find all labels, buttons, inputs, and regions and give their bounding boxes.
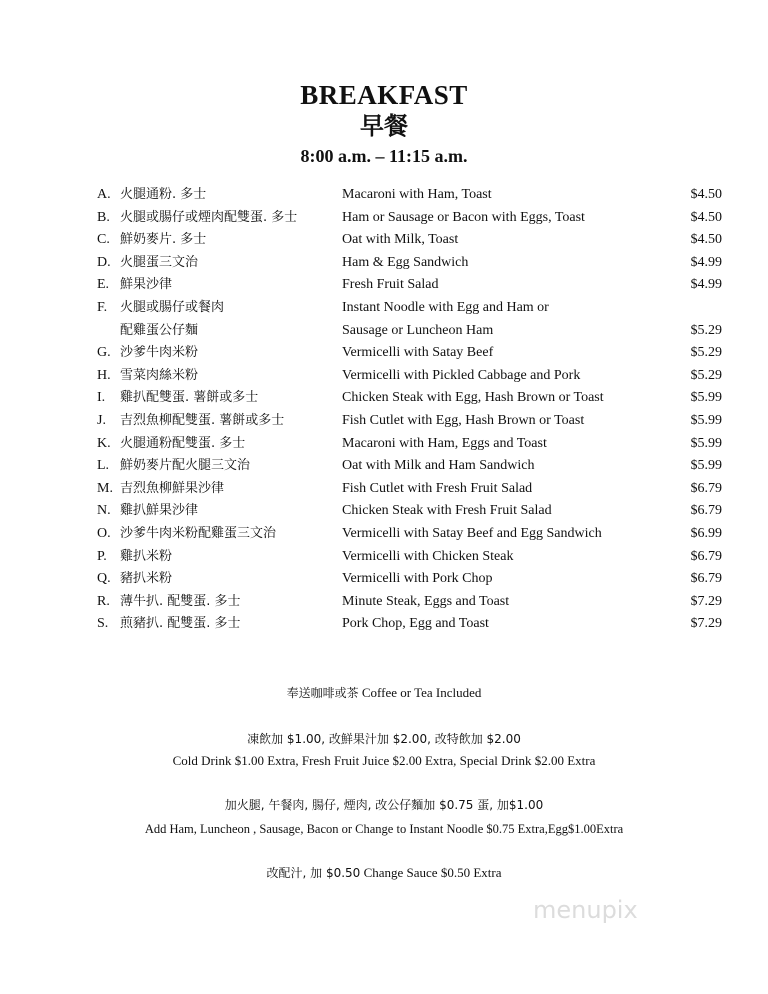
menu-item-price: $5.99 [690, 390, 722, 406]
menu-item-letter: P. [97, 548, 107, 564]
sauce-note-chinese: 改配汁, 加 $0.50 [266, 866, 361, 880]
menu-item-row [0, 591, 768, 614]
menu-item-chinese-name: 雞扒米粉 [120, 548, 173, 564]
menu-item-row [0, 500, 768, 523]
menu-item-english-name: Vermicelli with Pork Chop [342, 571, 493, 587]
menu-item-chinese-name: 火腿或腸仔或煙肉配雙蛋. 多士 [120, 209, 298, 225]
menu-item-row [0, 252, 768, 275]
menu-item-chinese-name: 沙爹牛肉米粉 [120, 345, 199, 361]
menu-item-chinese-name: 火腿或腸仔或餐肉 [120, 299, 225, 315]
menu-item-english-name: Macaroni with Ham, Toast [342, 187, 492, 202]
menu-item-price: $5.99 [690, 412, 722, 428]
menu-item-row [0, 365, 768, 388]
menu-item-letter: J. [97, 412, 106, 428]
menu-item-english-name: Sausage or Luncheon Ham [342, 322, 494, 338]
menu-item-english-name: Oat with Milk and Ham Sandwich [342, 458, 535, 474]
menu-item-english-name: Ham or Sausage or Bacon with Eggs, Toast [342, 209, 585, 225]
menu-item-english-name: Vermicelli with Satay Beef [342, 345, 494, 361]
menu-item-letter: O. [97, 525, 111, 541]
menu-item-chinese-name: 鮮果沙律 [120, 277, 173, 293]
coffee-note [0, 684, 768, 702]
addon-note-chinese [0, 796, 768, 814]
menu-item-letter: N. [97, 503, 111, 519]
menu-item-row [0, 229, 768, 252]
menu-item-price: $5.29 [690, 345, 722, 361]
menu-item-row [0, 455, 768, 478]
menu-item-letter: F. [97, 299, 108, 315]
menu-item-chinese-name: 吉烈魚柳配雙蛋. 薯餅或多士 [120, 412, 285, 428]
menu-item-price: $4.50 [690, 209, 722, 225]
menu-item-letter: C. [97, 232, 110, 248]
menu-item-row [0, 568, 768, 591]
menu-item-chinese-name: 配雞蛋公仔麵 [120, 322, 199, 338]
drink-note-chinese-text: 凍飲加 $1.00, 改鮮果汁加 $2.00, 改特飲加 $2.00 [247, 732, 521, 746]
drink-note-english-text: Cold Drink $1.00 Extra, Fresh Fruit Juice $2.00 Extra, Special Drink $2.00 Extra [172, 753, 596, 768]
menu-item-english-name: Vermicelli with Pickled Cabbage and Pork [342, 367, 581, 383]
menu-item-price: $7.29 [690, 616, 722, 632]
menu-title: BREAKFAST [300, 80, 468, 110]
menu-item-letter: K. [97, 435, 111, 451]
menu-item-price: $6.79 [690, 503, 722, 519]
menu-item-price: $5.29 [690, 322, 722, 338]
menu-item-letter: G. [97, 345, 111, 361]
menu-item-chinese-name: 火腿通粉. 多士 [120, 187, 207, 202]
menu-item-letter: B. [97, 209, 110, 225]
menu-item-chinese-name: 火腿通粉配雙蛋. 多士 [120, 435, 246, 451]
menu-item-english-name: Macaroni with Ham, Eggs and Toast [342, 435, 547, 451]
menu-item-letter: M. [97, 480, 113, 496]
menu-item-letter: A. [97, 187, 111, 202]
menu-item-price: $5.99 [690, 458, 722, 474]
menu-item-chinese-name: 煎豬扒. 配雙蛋. 多士 [120, 616, 241, 632]
sauce-note-english: Change Sauce $0.50 Extra [363, 865, 502, 880]
drink-note-english [0, 752, 768, 770]
menu-item-price: $6.79 [690, 571, 722, 587]
menu-item-letter: R. [97, 593, 110, 609]
menu-item-letter: D. [97, 254, 111, 270]
menupix-watermark: menupix [533, 896, 638, 924]
menu-item-english-name: Oat with Milk, Toast [342, 232, 459, 248]
menu-item-price: $6.99 [690, 525, 722, 541]
menu-item-chinese-name: 豬扒米粉 [120, 571, 173, 587]
menu-item-english-name: Vermicelli with Chicken Steak [342, 548, 514, 564]
coffee-note-english: Coffee or Tea Included [361, 685, 482, 700]
menu-item-row [0, 274, 768, 297]
menu-item-chinese-name: 沙爹牛肉米粉配雞蛋三文治 [120, 525, 277, 541]
menu-item-price: $6.79 [690, 548, 722, 564]
sauce-note [0, 864, 768, 882]
menu-item-row [0, 613, 768, 636]
menu-item-price: $5.29 [690, 367, 722, 383]
menu-item-row [0, 433, 768, 456]
menu-item-letter: H. [97, 367, 111, 383]
menu-item-chinese-name: 鮮奶麥片配火腿三文治 [120, 458, 251, 474]
menu-item-list [0, 184, 768, 636]
menu-item-row [0, 342, 768, 365]
menu-item-english-name: Ham & Egg Sandwich [342, 254, 469, 270]
menu-item-price: $4.99 [690, 254, 722, 270]
menu-item-row [0, 184, 768, 207]
menu-item-chinese-name: 吉烈魚柳鮮果沙律 [120, 480, 225, 496]
menu-item-english-name: Fish Cutlet with Egg, Hash Brown or Toast [342, 412, 585, 428]
menu-item-chinese-name: 火腿蛋三文治 [120, 254, 199, 270]
coffee-note-chinese: 奉送咖啡或茶 [286, 686, 359, 700]
menu-item-english-name: Instant Noodle with Egg and Ham or [342, 299, 549, 315]
menu-item-letter: I. [97, 390, 106, 406]
menu-item-english-name: Pork Chop, Egg and Toast [342, 616, 489, 632]
menu-item-row [0, 523, 768, 546]
menu-item-row [0, 387, 768, 410]
menu-item-letter: L. [97, 458, 110, 474]
menu-item-price: $5.99 [690, 435, 722, 451]
menu-item-row [0, 410, 768, 433]
menu-item-row [0, 478, 768, 501]
menu-item-letter: S. [97, 616, 109, 632]
menu-item-price: $7.29 [690, 593, 722, 609]
addon-note-chinese-text: 加火腿, 午餐肉, 腸仔, 煙肉, 改公仔麵加 $0.75 蛋, 加$1.00 [224, 798, 544, 812]
menu-item-english-name: Fresh Fruit Salad [342, 277, 439, 293]
menu-item-english-name: Fish Cutlet with Fresh Fruit Salad [342, 480, 533, 496]
menu-item-row [0, 320, 768, 343]
addon-note-english [0, 820, 768, 838]
menu-item-english-name: Chicken Steak with Fresh Fruit Salad [342, 503, 552, 519]
menu-item-price: $4.50 [690, 232, 722, 248]
menu-item-english-name: Chicken Steak with Egg, Hash Brown or Toast [342, 390, 604, 406]
menu-item-english-name: Minute Steak, Eggs and Toast [342, 593, 510, 609]
menu-item-chinese-name: 雞扒配雙蛋. 薯餅或多士 [120, 390, 259, 406]
addon-note-english-text: Add Ham, Luncheon , Sausage, Bacon or Change to Instant Noodle $0.75 Extra,Egg$1.00Extra [144, 822, 624, 836]
menu-item-price: $6.79 [690, 480, 722, 496]
menu-item-price: $4.99 [690, 277, 722, 293]
menu-item-chinese-name: 雞扒鮮果沙律 [120, 503, 199, 519]
menu-item-row [0, 207, 768, 230]
menu-item-chinese-name: 鮮奶麥片. 多士 [120, 232, 207, 248]
drink-note-chinese [0, 730, 768, 748]
menu-item-letter: Q. [97, 571, 111, 587]
menu-item-chinese-name: 雪菜肉絲米粉 [120, 367, 199, 383]
breakfast-hours: 8:00 a.m. – 11:15 a.m. [300, 146, 468, 166]
menu-item-letter: E. [97, 277, 110, 293]
menu-item-english-name: Vermicelli with Satay Beef and Egg Sandwich [342, 525, 602, 541]
menu-item-price: $4.50 [690, 187, 722, 202]
menu-item-row [0, 297, 768, 320]
menu-title-chinese: 早餐 [360, 112, 408, 140]
menu-item-row [0, 546, 768, 569]
menu-item-chinese-name: 薄牛扒. 配雙蛋. 多士 [120, 593, 241, 609]
